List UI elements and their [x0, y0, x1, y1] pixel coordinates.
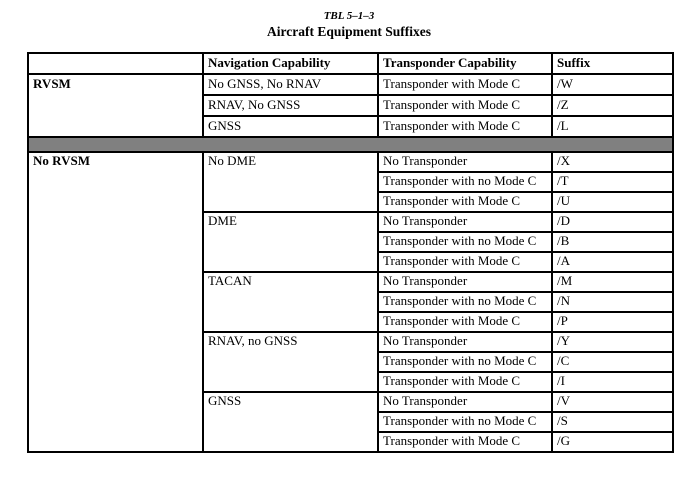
nav-cell: No DME	[203, 152, 378, 212]
table-number: TBL 5–1–3	[323, 10, 375, 22]
suffix-cell: /W	[552, 74, 673, 95]
transponder-cell: Transponder with no Mode C	[378, 232, 552, 252]
group-label-rvsm: RVSM	[28, 74, 203, 137]
suffix-cell: /I	[552, 372, 673, 392]
transponder-cell: Transponder with Mode C	[378, 372, 552, 392]
table-row	[28, 152, 673, 172]
nav-cell: RNAV, no GNSS	[203, 332, 378, 392]
separator-band	[28, 137, 673, 152]
suffix-cell: /D	[552, 212, 673, 232]
header-group	[28, 53, 203, 74]
suffix-cell: /B	[552, 232, 673, 252]
transponder-cell: Transponder with Mode C	[378, 252, 552, 272]
suffix-cell: /T	[552, 172, 673, 192]
header-navigation-capability: Navigation Capability	[203, 53, 378, 74]
suffix-cell: /X	[552, 152, 673, 172]
separator-row	[28, 137, 673, 152]
nav-cell: GNSS	[203, 116, 378, 137]
transponder-cell: Transponder with Mode C	[378, 74, 552, 95]
suffix-cell: /Z	[552, 95, 673, 116]
header-suffix: Suffix	[552, 53, 673, 74]
suffix-cell: /L	[552, 116, 673, 137]
suffix-cell: /A	[552, 252, 673, 272]
header-transponder-capability: Transponder Capability	[378, 53, 552, 74]
suffix-cell: /U	[552, 192, 673, 212]
transponder-cell: No Transponder	[378, 212, 552, 232]
transponder-cell: No Transponder	[378, 272, 552, 292]
nav-cell: No GNSS, No RNAV	[203, 74, 378, 95]
transponder-cell: No Transponder	[378, 392, 552, 412]
transponder-cell: Transponder with no Mode C	[378, 412, 552, 432]
suffix-cell: /M	[552, 272, 673, 292]
suffix-cell: /V	[552, 392, 673, 412]
nav-cell: RNAV, No GNSS	[203, 95, 378, 116]
suffix-cell: /G	[552, 432, 673, 452]
transponder-cell: Transponder with no Mode C	[378, 352, 552, 372]
suffix-cell: /Y	[552, 332, 673, 352]
nav-cell: TACAN	[203, 272, 378, 332]
suffix-cell: /C	[552, 352, 673, 372]
transponder-cell: Transponder with no Mode C	[378, 292, 552, 312]
transponder-cell: Transponder with Mode C	[378, 312, 552, 332]
transponder-cell: Transponder with Mode C	[378, 116, 552, 137]
equipment-suffix-table	[27, 52, 674, 453]
suffix-cell: /N	[552, 292, 673, 312]
suffix-cell: /S	[552, 412, 673, 432]
transponder-cell: No Transponder	[378, 332, 552, 352]
nav-cell: DME	[203, 212, 378, 272]
transponder-cell: Transponder with no Mode C	[378, 172, 552, 192]
header-row	[28, 53, 673, 74]
group-label-no-rvsm: No RVSM	[28, 152, 203, 452]
nav-cell: GNSS	[203, 392, 378, 452]
table-row	[28, 74, 673, 95]
transponder-cell: No Transponder	[378, 152, 552, 172]
suffix-cell: /P	[552, 312, 673, 332]
transponder-cell: Transponder with Mode C	[378, 432, 552, 452]
transponder-cell: Transponder with Mode C	[378, 192, 552, 212]
transponder-cell: Transponder with Mode C	[378, 95, 552, 116]
table-title: Aircraft Equipment Suffixes	[267, 24, 431, 39]
